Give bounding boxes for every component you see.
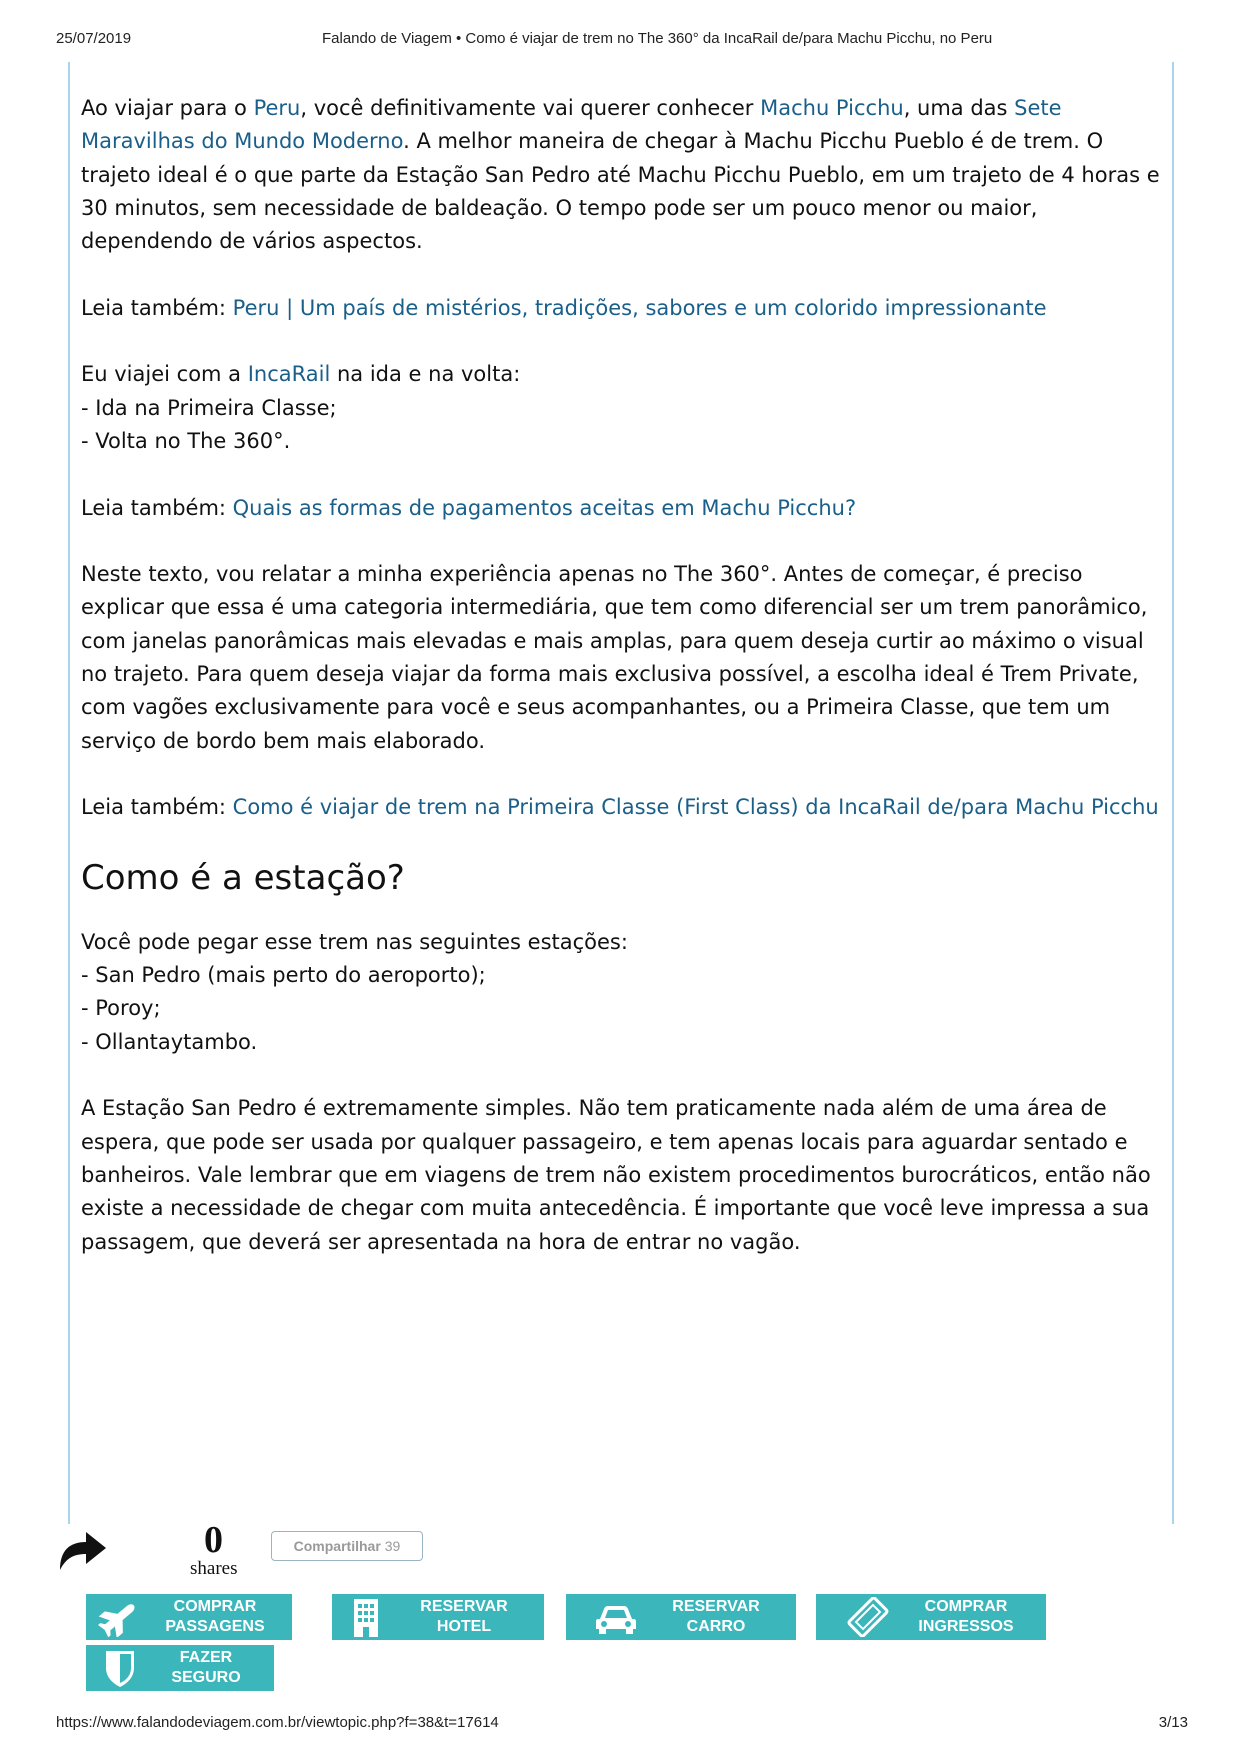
link-read-also-payments[interactable]: Quais as formas de pagamentos aceitas em Machu Picchu?: [232, 495, 857, 520]
buy-insurance-button[interactable]: FAZER SEGURO: [86, 1645, 274, 1691]
link-sete-maravilhas[interactable]: Sete Maravilhas do Mundo Moderno: [81, 96, 1062, 154]
print-date: 25/07/2019: [56, 30, 132, 47]
travel-classes-paragraph: Eu viajei com a IncaRail na ida e na volta: - Ida na Primeira Classe; - Volta no The 360°.: [81, 362, 521, 453]
list-item: - Ollantaytambo.: [81, 1029, 258, 1054]
car-icon: [594, 1597, 638, 1637]
share-arrow-icon[interactable]: [56, 1526, 108, 1570]
ticket-icon: [846, 1597, 890, 1637]
print-page-number: 3/13: [1158, 1714, 1188, 1731]
read-also-peru: Leia também: Peru | Um país de mistérios, tradições, sabores e um colorido impressionante: [81, 295, 1047, 320]
share-count: 0: [204, 1519, 223, 1561]
stations-paragraph: Você pode pegar esse trem nas seguintes estações: - San Pedro (mais perto do aeroporto); - Poroy; - Ollantaytambo.: [81, 929, 628, 1054]
print-page-url: https://www.falandodeviagem.com.br/viewtopic.php?f=38&t=17614: [56, 1714, 499, 1731]
share-count-label: shares: [190, 1558, 238, 1579]
share-widget: [56, 1520, 456, 1580]
read-also-payments: Leia também: Quais as formas de pagamentos aceitas em Machu Picchu?: [81, 495, 857, 520]
list-item: - Volta no The 360°.: [81, 428, 291, 453]
list-item: - Ida na Primeira Classe;: [81, 395, 337, 420]
list-item: - Poroy;: [81, 996, 161, 1021]
rent-car-button[interactable]: RESERVAR CARRO: [566, 1594, 796, 1640]
print-page-title: Falando de Viagem • Como é viajar de trem no The 360° da IncaRail de/para Machu Picchu, no Peru: [322, 30, 993, 47]
link-machu-picchu[interactable]: Machu Picchu: [760, 96, 904, 120]
buy-admission-tickets-button[interactable]: COMPRAR INGRESSOS: [816, 1594, 1046, 1640]
link-incarail[interactable]: IncaRail: [247, 362, 331, 387]
buy-tickets-flights-button[interactable]: COMPRAR PASSAGENS: [86, 1594, 292, 1640]
share-button-count: 39: [384, 1538, 401, 1554]
list-item: - San Pedro (mais perto do aeroporto);: [81, 963, 486, 988]
hotel-icon: [344, 1597, 388, 1637]
article-body: [81, 92, 1171, 1292]
link-read-also-peru[interactable]: Peru | Um país de mistérios, tradições, sabores e um colorido impressionante: [232, 295, 1047, 320]
airplane-icon: [98, 1597, 142, 1637]
link-read-also-first-class[interactable]: Como é viajar de trem na Primeira Classe (First Class) da IncaRail de/para Machu Picchu: [232, 795, 1159, 820]
content-border-right: [1172, 62, 1174, 1524]
san-pedro-paragraph: A Estação San Pedro é extremamente simples. Não tem praticamente nada além de uma área de espera, que pode ser usada por qualquer passageiro, e tem apenas locais para aguardar sentado e banheiros. Vale lembrar que em viagens de trem não existem procedimentos burocráticos, então não existe a necessidade de chegar com muita antecedência. É importante que você leve impressa a sua passagem, que deverá ser apresentada na hora de entrar no vagão.: [81, 1096, 1151, 1254]
content-border-left: [68, 62, 70, 1524]
book-hotel-button[interactable]: RESERVAR HOTEL: [332, 1594, 544, 1640]
read-also-first-class: Leia também: Como é viajar de trem na Primeira Classe (First Class) da IncaRail de/para Machu Picchu: [81, 795, 1159, 820]
section-heading: Como é a estação?: [81, 857, 405, 898]
link-peru[interactable]: Peru: [253, 96, 301, 120]
share-button[interactable]: Compartilhar 39: [271, 1531, 423, 1561]
intro-paragraph: Ao viajar para o Peru, você definitivamente vai querer conhecer Machu Picchu, uma das Sete Maravilhas do Mundo Moderno. A melhor maneira de chegar à Machu Picchu Pueblo é de trem. O trajeto ideal é o que parte da Estação San Pedro até Machu Picchu Pueblo, em um trajeto de 4 horas e 30 minutos, sem necessidade de baldeação. O tempo pode ser um pouco menor ou maior, dependendo de vários aspectos.: [81, 96, 1160, 254]
the-360-paragraph: Neste texto, vou relatar a minha experiência apenas no The 360°. Antes de começar, é preciso explicar que essa é uma categoria intermediária, que tem como diferencial ser um trem panorâmico, com janelas panorâmicas mais elevadas e mais amplas, para quem deseja curtir ao máximo o visual no trajeto. Para quem deseja viajar da forma mais exclusiva possível, a escolha ideal é Trem Private, com vagões exclusivamente para você e seus acompanhantes, ou a Primeira Classe, que tem um serviço de bordo bem mais elaborado.: [81, 562, 1148, 753]
shield-icon: [98, 1648, 142, 1688]
